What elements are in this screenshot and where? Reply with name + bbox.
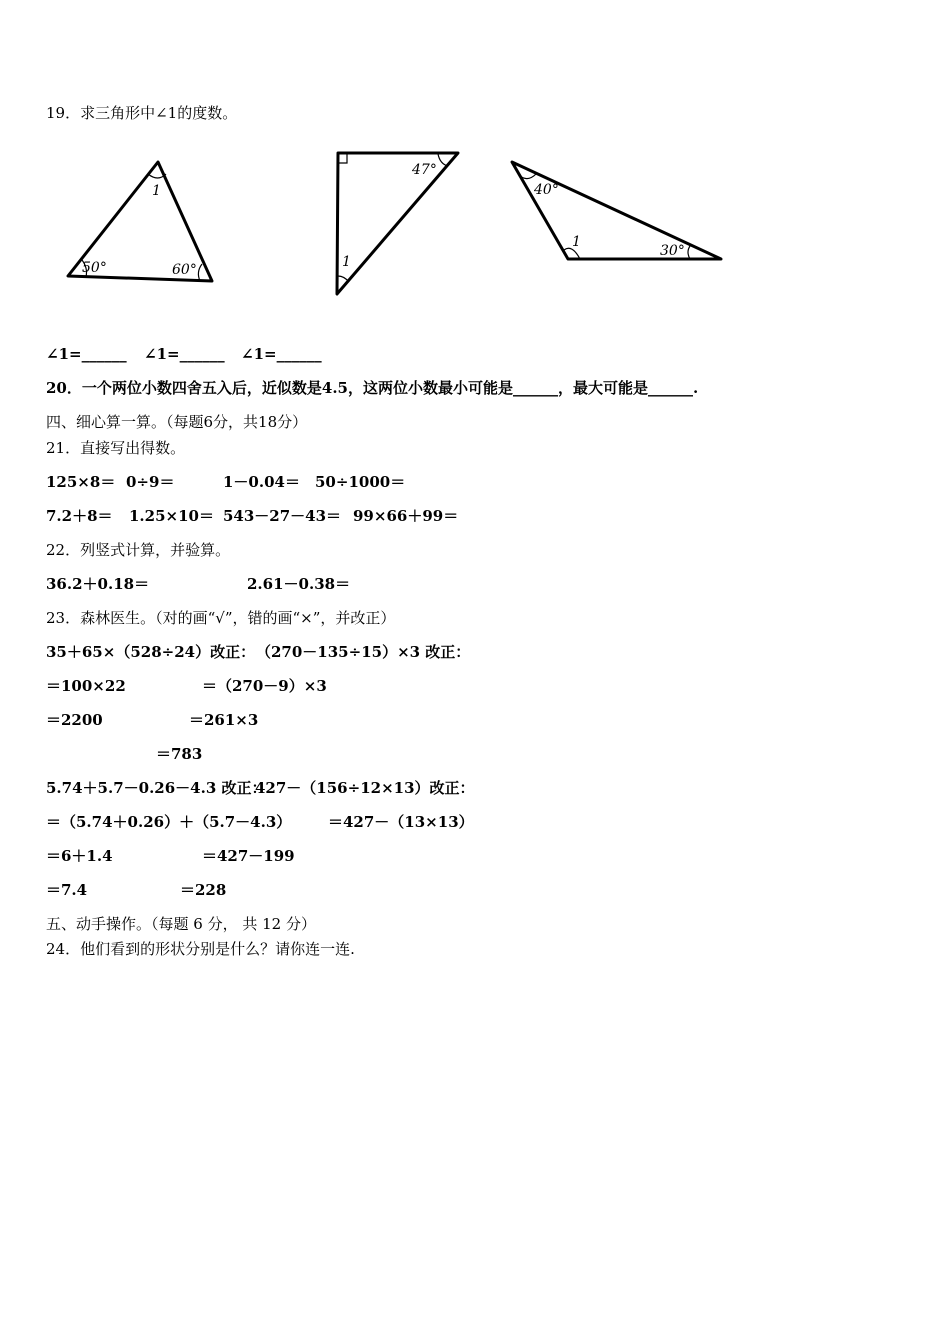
q19-title: 19．求三角形中∠1的度数。	[46, 104, 238, 122]
q21-item: 50÷1000＝	[315, 473, 406, 491]
q21-item: 543－27－43＝	[223, 507, 342, 525]
q24-title: 24．他们看到的形状分别是什么？请你连一连.	[46, 940, 355, 958]
q23-d-line2: ＝427－（13×13）	[328, 813, 474, 831]
q23-c-line3: ＝6＋1.4	[46, 847, 113, 865]
section5-heading: 五、动手操作。（每题 6 分， 共 12 分）	[46, 915, 316, 933]
triangle-2-figure	[330, 146, 470, 306]
tri3-angle1-label: 1	[572, 234, 581, 250]
q19-answer-3[interactable]: ∠1=______	[241, 345, 322, 363]
q23-d-line4: ＝228	[180, 881, 227, 899]
q23-b-line2: ＝（270－9）×3	[202, 677, 327, 695]
section4-heading: 四、细心算一算。（每题6分，共18分）	[46, 413, 308, 431]
q19-answer-2[interactable]: ∠1=______	[144, 345, 225, 363]
q22-title: 22．列竖式计算，并验算。	[46, 541, 231, 559]
q23-d-line1: 427－（156÷12×13）改正：	[255, 779, 475, 797]
tri1-angle50-label: 50°	[82, 260, 107, 276]
q21-title: 21．直接写出得数。	[46, 439, 186, 457]
tri2-angle47-label: 47°	[412, 162, 437, 178]
triangle-3-figure	[506, 154, 736, 274]
triangle-1-figure	[62, 156, 222, 296]
tri3-angle40-label: 40°	[534, 182, 559, 198]
q23-c-line4: ＝7.4	[46, 881, 88, 899]
q21-item: 1.25×10＝	[129, 507, 214, 525]
q23-b-line4: ＝783	[156, 745, 203, 763]
q23-b-line1: （270－135÷15）×3 改正：	[256, 643, 471, 661]
q21-item: 7.2＋8＝	[46, 507, 113, 525]
q21-item: 0÷9＝	[126, 473, 175, 491]
q19-answer-1[interactable]: ∠1=______	[46, 345, 127, 363]
q22-item: 2.61－0.38＝	[247, 575, 351, 593]
q22-item: 36.2＋0.18＝	[46, 575, 150, 593]
tri1-angle1-label: 1	[152, 183, 161, 199]
q20-text: 20．一个两位小数四舍五入后，近似数是4.5，这两位小数最小可能是______，最大可能是______.	[46, 379, 699, 397]
q23-c-line1: 5.74＋5.7－0.26－4.3 改正：	[46, 779, 267, 797]
q23-a-line2: ＝100×22	[46, 677, 126, 695]
q21-item: 125×8＝	[46, 473, 116, 491]
q23-a-line1: 35＋65×（528÷24）改正：	[46, 643, 256, 661]
q21-item: 1－0.04＝	[223, 473, 300, 491]
q23-d-line3: ＝427－199	[202, 847, 295, 865]
q23-a-line3: ＝2200	[46, 711, 103, 729]
tri2-angle1-label: 1	[342, 254, 351, 270]
q23-c-line2: ＝（5.74＋0.26）＋（5.7－4.3）	[46, 813, 292, 831]
tri1-angle60-label: 60°	[172, 262, 197, 278]
q21-item: 99×66＋99＝	[353, 507, 459, 525]
q23-b-line3: ＝261×3	[189, 711, 259, 729]
q23-title: 23．森林医生。（对的画“√”，错的画“×”，并改正）	[46, 609, 396, 627]
tri3-angle30-label: 30°	[660, 243, 685, 259]
